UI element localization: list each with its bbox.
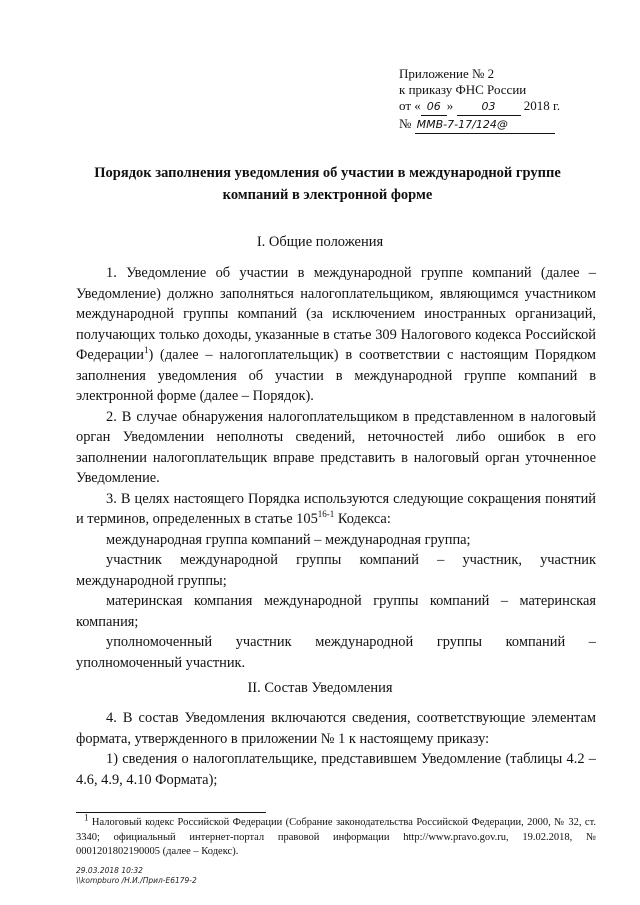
paragraph-2: 2. В случае обнаружения налогоплательщиком в представленном в налоговый орган Уведомлении неполноты сведений, неточностей либо ошибок в его заполнении налогоплательщик вправе представить в налоговый орган уточненное Уведомление. bbox=[76, 408, 596, 486]
annex-line-2: к приказу ФНС России bbox=[399, 82, 527, 97]
date-prefix: от « bbox=[399, 98, 421, 113]
number-prefix: № bbox=[399, 116, 412, 131]
definition-1: международная группа компаний – международная группа; bbox=[106, 531, 471, 548]
paragraph-3-text: 3. В целях настоящего Порядка используются следующие сокращения понятий и терминов, определенных в статье 105 bbox=[76, 490, 596, 527]
paragraph-3-text-cont: Кодекса: bbox=[334, 511, 391, 527]
section-1-body bbox=[76, 263, 596, 673]
definition-4: уполномоченный участник международной группы компаний – уполномоченный участник. bbox=[76, 634, 596, 671]
stamp-path: \\kompburo /Н.И./Прил-Е6179-2 bbox=[76, 876, 197, 885]
document-title: Порядок заполнения уведомления об участии в международной группе компаний в электронной форме bbox=[94, 165, 561, 203]
section-2-heading: II. Состав Уведомления bbox=[247, 680, 393, 696]
definition-3: материнская компания международной группы компаний – материнская компания; bbox=[76, 593, 596, 630]
annex-number bbox=[399, 116, 560, 134]
paragraph-1 bbox=[76, 263, 596, 407]
footnote-mark: 1 bbox=[84, 812, 89, 823]
paragraph-1-text-cont: ) (далее – налогоплательщик) в соответствии с настоящим Порядком заполнения уведомления об участии в международной группе компаний в электронной форме (далее – Порядок). bbox=[76, 347, 596, 404]
handwritten-day: 06 bbox=[421, 99, 447, 116]
footnote-text: Налоговый кодекс Российской Федерации (Собрание законодательства Российской Федерации, 2000, № 32, ст. 3340; официальный интернет-портал правовой информации http://www.pravo.gov.ru, 19.02.2018, № 0001201802190005 (далее – Кодекс). bbox=[76, 817, 596, 857]
stamp-datetime: 29.03.2018 10:32 bbox=[76, 866, 143, 875]
paragraph-4-item-1: 1) сведения о налогоплательщике, представившем Уведомление (таблицы 4.2 – 4.6, 4.9, 4.10 Формата); bbox=[76, 751, 596, 788]
handwritten-order-number: ММВ-7-17/124@ bbox=[415, 117, 555, 134]
article-superscript: 16-1 bbox=[317, 509, 335, 520]
annex-date bbox=[399, 98, 560, 116]
section-1-heading: I. Общие положения bbox=[256, 234, 384, 250]
paragraph-1-text: 1. Уведомление об участии в международной группе компаний (далее – Уведомление) должно заполняться налогоплательщиком, являющимся участником международной группы компаний (за исключением иностранных организаций, получающих только доходы, указанные в статье 309 Налогового кодекса Российской Федерации bbox=[76, 265, 596, 363]
date-mid: » bbox=[446, 98, 454, 113]
footnote-separator bbox=[76, 812, 266, 813]
footnote bbox=[76, 812, 596, 860]
paragraph-4: 4. В состав Уведомления включаются сведения, соответствующие элементам формата, утвержденного в приложении № 1 к настоящему приказу: bbox=[76, 710, 596, 747]
section-2-body bbox=[76, 708, 596, 790]
annex-line-1: Приложение № 2 bbox=[399, 66, 495, 81]
print-stamp bbox=[76, 866, 197, 886]
annex-block bbox=[399, 66, 560, 134]
footnote-ref: 1 bbox=[143, 345, 149, 356]
date-year: 2018 г. bbox=[523, 98, 561, 113]
handwritten-month: 03 bbox=[457, 99, 521, 116]
paragraph-3 bbox=[76, 489, 596, 530]
definition-2: участник международной группы компаний – участник, участник международной группы; bbox=[76, 552, 596, 589]
